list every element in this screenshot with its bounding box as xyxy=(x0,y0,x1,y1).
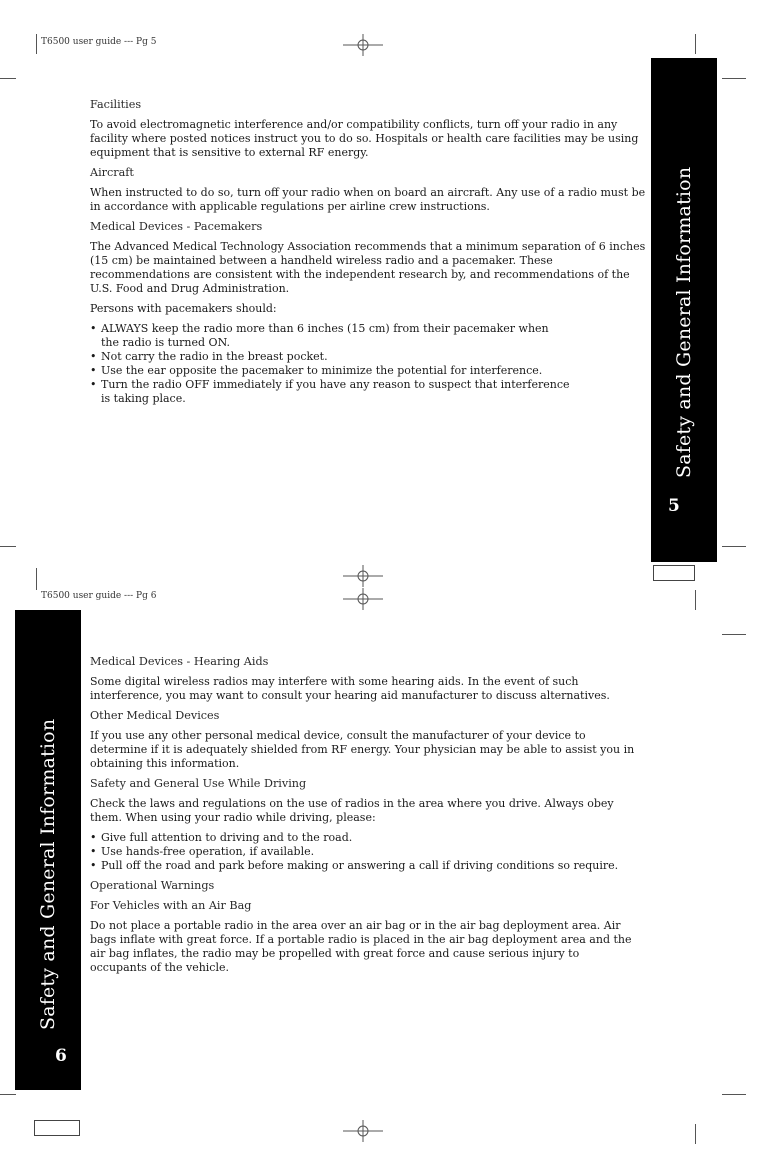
section-tab xyxy=(15,610,81,1090)
paragraph: The Advanced Medical Technology Association recommends that a minimum separation of 6 inches (15 cm) be maintained between a handheld wireless radio and a pacemaker. These recommendations are consistent with the independent research by, and recommendations of the U.S. Food and Drug Administration. xyxy=(90,240,646,295)
page-number: 6 xyxy=(55,1046,67,1066)
crop-box xyxy=(34,1120,80,1136)
section-tab-title: Safety and General Information xyxy=(673,166,695,478)
section-heading: For Vehicles with an Air Bag xyxy=(90,899,252,912)
list-item xyxy=(90,378,570,406)
bullet-list xyxy=(90,322,570,406)
crop-mark xyxy=(0,546,16,547)
bullet-icon: • xyxy=(90,845,97,858)
crop-mark xyxy=(0,78,16,79)
section-heading: Medical Devices - Hearing Aids xyxy=(90,655,269,668)
list-item-text: Not carry the radio in the breast pocket. xyxy=(101,350,328,363)
paragraph: To avoid electromagnetic interference and/or compatibility conflicts, turn off your radio in any facility where posted notices instruct you to do so. Hospitals or health care facilities may be using equipment that is sensitive to external RF energy. xyxy=(90,118,639,159)
crop-mark xyxy=(695,34,696,54)
bullet-list xyxy=(90,831,638,873)
list-item-text: Turn the radio OFF immediately if you have any reason to suspect that interference is taking place. xyxy=(101,378,570,405)
section-heading: Operational Warnings xyxy=(90,879,215,892)
list-item xyxy=(90,322,570,350)
page5-body xyxy=(90,98,648,412)
crop-mark xyxy=(36,568,37,590)
paragraph: Check the laws and regulations on the use of radios in the area where you drive. Always obey them. When using your radio while driving, please: xyxy=(90,797,614,824)
registration-mark-icon xyxy=(343,565,383,587)
list-item-text: ALWAYS keep the radio more than 6 inches (15 cm) from their pacemaker when the radio is turned ON. xyxy=(101,322,549,349)
crop-mark xyxy=(722,78,746,79)
list-item-text: Pull off the road and park before making or answering a call if driving conditions so require. xyxy=(101,859,619,872)
bullet-icon: • xyxy=(90,831,97,844)
paragraph: Some digital wireless radios may interfere with some hearing aids. In the event of such interference, you may want to consult your hearing aid manufacturer to discuss alternatives. xyxy=(90,675,610,702)
list-item-text: Use hands-free operation, if available. xyxy=(101,845,315,858)
list-item-text: Use the ear opposite the pacemaker to minimize the potential for interference. xyxy=(101,364,543,377)
paragraph: Do not place a portable radio in the area over an air bag or in the air bag deployment area. Air bags inflate with great force. If a portable radio is placed in the air bag deployment area and the air bag inflates, the radio may be propelled with great force and cause serious injury to occupants of the vehicle. xyxy=(90,919,632,974)
list-item xyxy=(90,831,638,845)
list-item xyxy=(90,859,638,873)
crop-mark xyxy=(722,546,746,547)
paragraph: Persons with pacemakers should: xyxy=(90,302,277,315)
registration-mark-icon xyxy=(343,34,383,56)
page-header: T6500 user guide --- Pg 6 xyxy=(41,591,157,601)
paragraph: When instructed to do so, turn off your radio when on board an aircraft. Any use of a radio must be in accordance with applicable regulations per airline crew instructions. xyxy=(90,186,646,213)
crop-mark xyxy=(0,1094,16,1095)
crop-mark xyxy=(695,590,696,610)
page-number: 5 xyxy=(668,496,680,516)
bullet-icon: • xyxy=(90,350,97,363)
list-item-text: Give full attention to driving and to the road. xyxy=(101,831,353,844)
section-heading: Facilities xyxy=(90,98,142,111)
page6-body xyxy=(90,655,638,981)
section-heading: Medical Devices - Pacemakers xyxy=(90,220,263,233)
section-tab-title: Safety and General Information xyxy=(37,718,59,1030)
registration-mark-icon xyxy=(343,1120,383,1142)
crop-box xyxy=(653,565,695,581)
crop-mark xyxy=(722,634,746,635)
list-item xyxy=(90,845,638,859)
crop-mark xyxy=(695,1124,696,1144)
page-header: T6500 user guide --- Pg 5 xyxy=(41,37,157,47)
crop-mark xyxy=(722,1094,746,1095)
section-tab xyxy=(651,58,717,562)
crop-mark xyxy=(36,34,37,54)
bullet-icon: • xyxy=(90,364,97,377)
bullet-icon: • xyxy=(90,859,97,872)
section-heading: Safety and General Use While Driving xyxy=(90,777,307,790)
section-heading: Other Medical Devices xyxy=(90,709,220,722)
section-heading: Aircraft xyxy=(90,166,134,179)
list-item xyxy=(90,350,570,364)
bullet-icon: • xyxy=(90,322,97,335)
list-item xyxy=(90,364,570,378)
registration-mark-icon xyxy=(343,588,383,610)
paragraph: If you use any other personal medical device, consult the manufacturer of your device to determine if it is adequately shielded from RF energy. Your physician may be able to assist you in obtaining this information. xyxy=(90,729,635,770)
bullet-icon: • xyxy=(90,378,97,391)
